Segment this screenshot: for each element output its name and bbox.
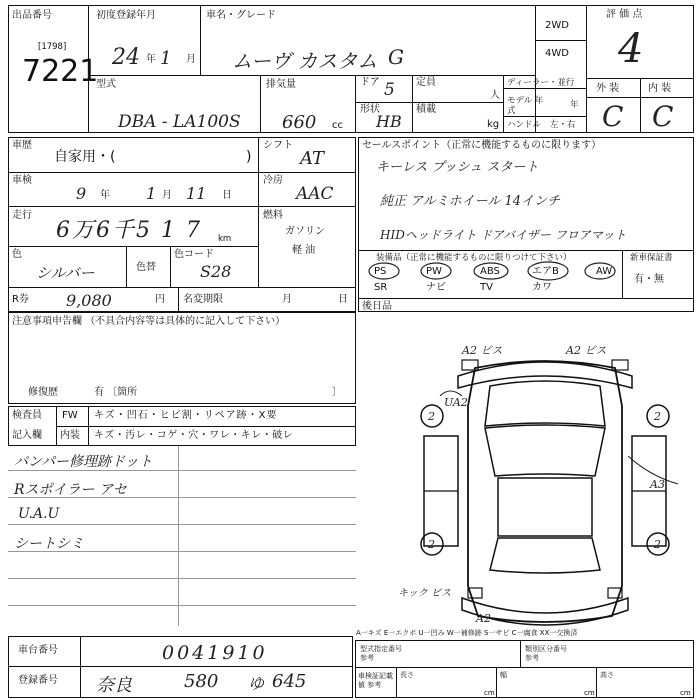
year-unit: 年 [146, 54, 156, 65]
mark-kick: キック ビス [398, 588, 451, 599]
model-value: DBA - LA100S [118, 112, 241, 132]
equip-aw: AW [596, 266, 613, 277]
first-reg-year: 24 [112, 45, 140, 70]
rear-window [490, 538, 600, 573]
displacement-value: 660 [282, 112, 317, 133]
model-year-unit: 年 [570, 100, 579, 110]
kg-unit: kg [487, 119, 500, 130]
divider [8, 246, 258, 247]
divider [88, 75, 535, 76]
history-value: 自家用・( [54, 149, 116, 165]
mileage-value: 6万6千5 1 7 [56, 218, 202, 243]
equip-navi: ナビ [426, 282, 446, 293]
fw-label: FW [62, 410, 78, 421]
manual-value: 有・無 [634, 274, 664, 285]
equipment-label: 装備品（正常に機能するものに限りつけて下さい） [376, 253, 572, 263]
width-unit: cm [584, 689, 595, 697]
inspector-label-2: 記入欄 [12, 430, 42, 441]
equip-leather: カワ [532, 282, 552, 293]
divider [520, 640, 521, 667]
equip-ps: PS [374, 266, 387, 277]
fw-items: キズ・凹石・ヒビ割・リペア跡・X要 [94, 410, 278, 421]
lot-label: 出品番号 [12, 10, 52, 21]
km-unit: km [218, 234, 232, 244]
load-label: 積載 [416, 104, 436, 115]
lot-small: [1798] [38, 42, 67, 52]
mark-wheel-rr: 2 [654, 538, 661, 551]
person-unit: 人 [490, 90, 500, 101]
lot-number: 7221 [22, 54, 99, 89]
divider [596, 667, 597, 698]
sales-line3: HIDヘッドライト ドアバイザー フロアマット [380, 228, 627, 242]
plate-class: 580 [184, 671, 219, 692]
car-diagram [400, 336, 690, 626]
comment-line [8, 524, 356, 525]
mark-front-left: A2 ビス [462, 344, 503, 357]
car-body-outline [468, 361, 622, 622]
day-unit: 日 [222, 190, 232, 201]
divider [80, 636, 81, 698]
divider [56, 426, 356, 427]
divider [503, 75, 504, 133]
first-reg-label: 初度登録年月 [96, 10, 156, 21]
cc-unit: cc [332, 120, 343, 131]
equip-airbag: エアB [532, 266, 559, 277]
inspection-year-unit: 年 [100, 190, 110, 201]
mark-wheel-rl: 2 [428, 538, 435, 551]
hood [485, 381, 605, 426]
month-unit: 月 [186, 54, 196, 65]
exterior-label: 外 装 [596, 83, 620, 94]
name-label: 車名・グレード [206, 10, 276, 21]
divider [535, 40, 586, 41]
mileage-label: 走行 [12, 210, 32, 221]
mark-wheel-fr: 2 [654, 410, 661, 423]
category-label: 類別区分番号 参考 [525, 645, 567, 662]
comment-1: バンパー修理跡ドット [14, 454, 153, 470]
equip-abs: ABS [480, 266, 500, 277]
history-label: 車歴 [12, 140, 32, 151]
divider [396, 667, 397, 698]
sales-line2: 純正 アルミホイール 14インチ [380, 194, 561, 209]
color-value: シルバー [36, 264, 95, 282]
notes-label: 注意事項申告欄 （不具合内容等は具体的に記入して下さい） [12, 316, 286, 327]
doors-label: ドア [360, 77, 380, 88]
yen-unit: 円 [155, 294, 165, 305]
inspection-month-unit: 月 [162, 190, 172, 201]
divider [503, 88, 586, 89]
color-label: 色 [12, 249, 22, 260]
divider [170, 246, 171, 287]
equipment-circles [358, 250, 622, 298]
width-label: 幅 [500, 671, 507, 679]
model-designation-label: 型式指定番号 参考 [360, 645, 402, 662]
name-change-label: 名変期限 [183, 294, 223, 305]
divider [358, 298, 694, 299]
damage-legend: A一キズ E一エクボ U一凹み W一補修跡 S一サビ C一腐食 XX一交換済 [356, 629, 578, 637]
divider [200, 5, 201, 75]
ac-value: AAC [296, 184, 334, 204]
equip-pw: PW [426, 266, 442, 277]
model-label: 型式 [96, 79, 116, 90]
divider [126, 246, 127, 287]
recycle-label: R券 [12, 294, 29, 305]
name-change-month: 月 [282, 294, 292, 305]
score-label: 評 価 点 [606, 9, 643, 20]
comment-4: シートシミ [14, 536, 84, 552]
comment-3: U.A.U [18, 506, 60, 522]
score-value: 4 [618, 26, 644, 72]
dimension-label: 車検証記載値 参考 [358, 672, 393, 689]
mark-front-right: A2 ビス [566, 344, 607, 357]
fuel-light-oil: 軽 油 [292, 245, 316, 256]
divider [622, 250, 623, 298]
fuel-gasoline: ガソリン [285, 226, 325, 237]
plate-kana: ゆ [248, 674, 265, 693]
sales-label: セールスポイント（正常に機能するものに限ります） [362, 140, 602, 151]
ac-label: 冷房 [263, 175, 283, 186]
equip-tv: TV [480, 282, 493, 293]
inspection-label: 車検 [12, 175, 32, 186]
shape-value: HB [376, 112, 402, 131]
height-unit: cm [680, 689, 691, 697]
repair-close: 〕 [332, 387, 342, 398]
chassis-label: 車台番号 [18, 645, 58, 656]
divider [355, 667, 694, 668]
fuel-label: 燃料 [263, 210, 283, 221]
divider [503, 116, 586, 117]
handle-options: 左・右 [550, 120, 576, 130]
divider [496, 667, 497, 698]
length-unit: cm [484, 689, 495, 697]
inspector-label-1: 検査員 [12, 410, 42, 421]
handle-label: ハンドル [507, 120, 542, 130]
divider [8, 666, 353, 667]
sales-line1: キーレス プッシュ スタート [376, 160, 539, 175]
shape-label: 形状 [360, 104, 380, 115]
windshield [485, 425, 605, 476]
divider [8, 287, 356, 288]
divider [8, 206, 356, 207]
repair-label: 修復歴 [28, 387, 58, 398]
equip-sr: SR [374, 282, 388, 293]
chassis-value: 0041910 [162, 642, 268, 664]
interior-value: C [652, 100, 674, 133]
shift-value: AT [300, 148, 325, 169]
mark-wheel-fl: 2 [428, 410, 435, 423]
color-number-label: 色替 [136, 262, 156, 273]
divider [355, 102, 503, 103]
manual-label: 新車保証書 [630, 253, 673, 263]
exterior-value: C [602, 100, 624, 133]
repair-value: 有 〔箇所 [94, 387, 138, 398]
interior-items-label: 内装 [60, 430, 80, 441]
drive-4wd: 4WD [545, 48, 569, 59]
divider [260, 75, 261, 133]
divider [178, 287, 179, 312]
plate-number: 645 [272, 671, 307, 692]
history-close: ) [246, 149, 252, 165]
comment-2: Rスポイラー アセ [14, 482, 127, 498]
mark-rear: A2 [476, 612, 491, 625]
capacity-label: 定員 [416, 77, 436, 88]
interior-items: キズ・汚レ・コゲ・穴・ワレ・キレ・破レ [94, 430, 294, 441]
height-label: 高さ [600, 671, 614, 679]
comment-line [8, 605, 356, 606]
inspection-day: 11 [186, 184, 207, 203]
divider [355, 75, 356, 133]
mark-right-side: A3 [650, 478, 665, 491]
divider [412, 75, 413, 133]
comment-divider [178, 446, 179, 626]
inspection-month: 1 [146, 184, 157, 203]
after-label: 後日品 [362, 301, 392, 312]
doors-value: 5 [384, 80, 395, 100]
color-code-value: S28 [200, 262, 232, 281]
name-value: ムーヴ カスタム [232, 49, 378, 73]
first-reg-month: 1 [160, 48, 172, 69]
drive-2wd: 2WD [545, 20, 569, 31]
divider [586, 5, 587, 133]
model-year-label: モデル 年式 [507, 96, 544, 116]
interior-label: 内 装 [648, 83, 672, 94]
divider [640, 78, 641, 133]
inspection-year: 9 [76, 184, 87, 203]
recycle-value: 9,080 [66, 291, 112, 310]
dealer-label: ディーラー・並行 [507, 78, 575, 88]
shift-label: シフト [263, 140, 293, 151]
length-label: 長さ [400, 671, 414, 679]
divider [8, 172, 356, 173]
grade-value: G [388, 45, 404, 69]
divider [258, 137, 259, 287]
mark-left-front: UA2 [444, 396, 468, 409]
name-change-day: 日 [338, 294, 348, 305]
plate-region: 奈良 [96, 675, 132, 696]
color-code-label: 色コード [174, 249, 214, 260]
plate-label: 登録番号 [18, 675, 58, 686]
comment-line [8, 578, 356, 579]
displacement-label: 排気量 [266, 79, 296, 90]
roof [498, 478, 592, 536]
